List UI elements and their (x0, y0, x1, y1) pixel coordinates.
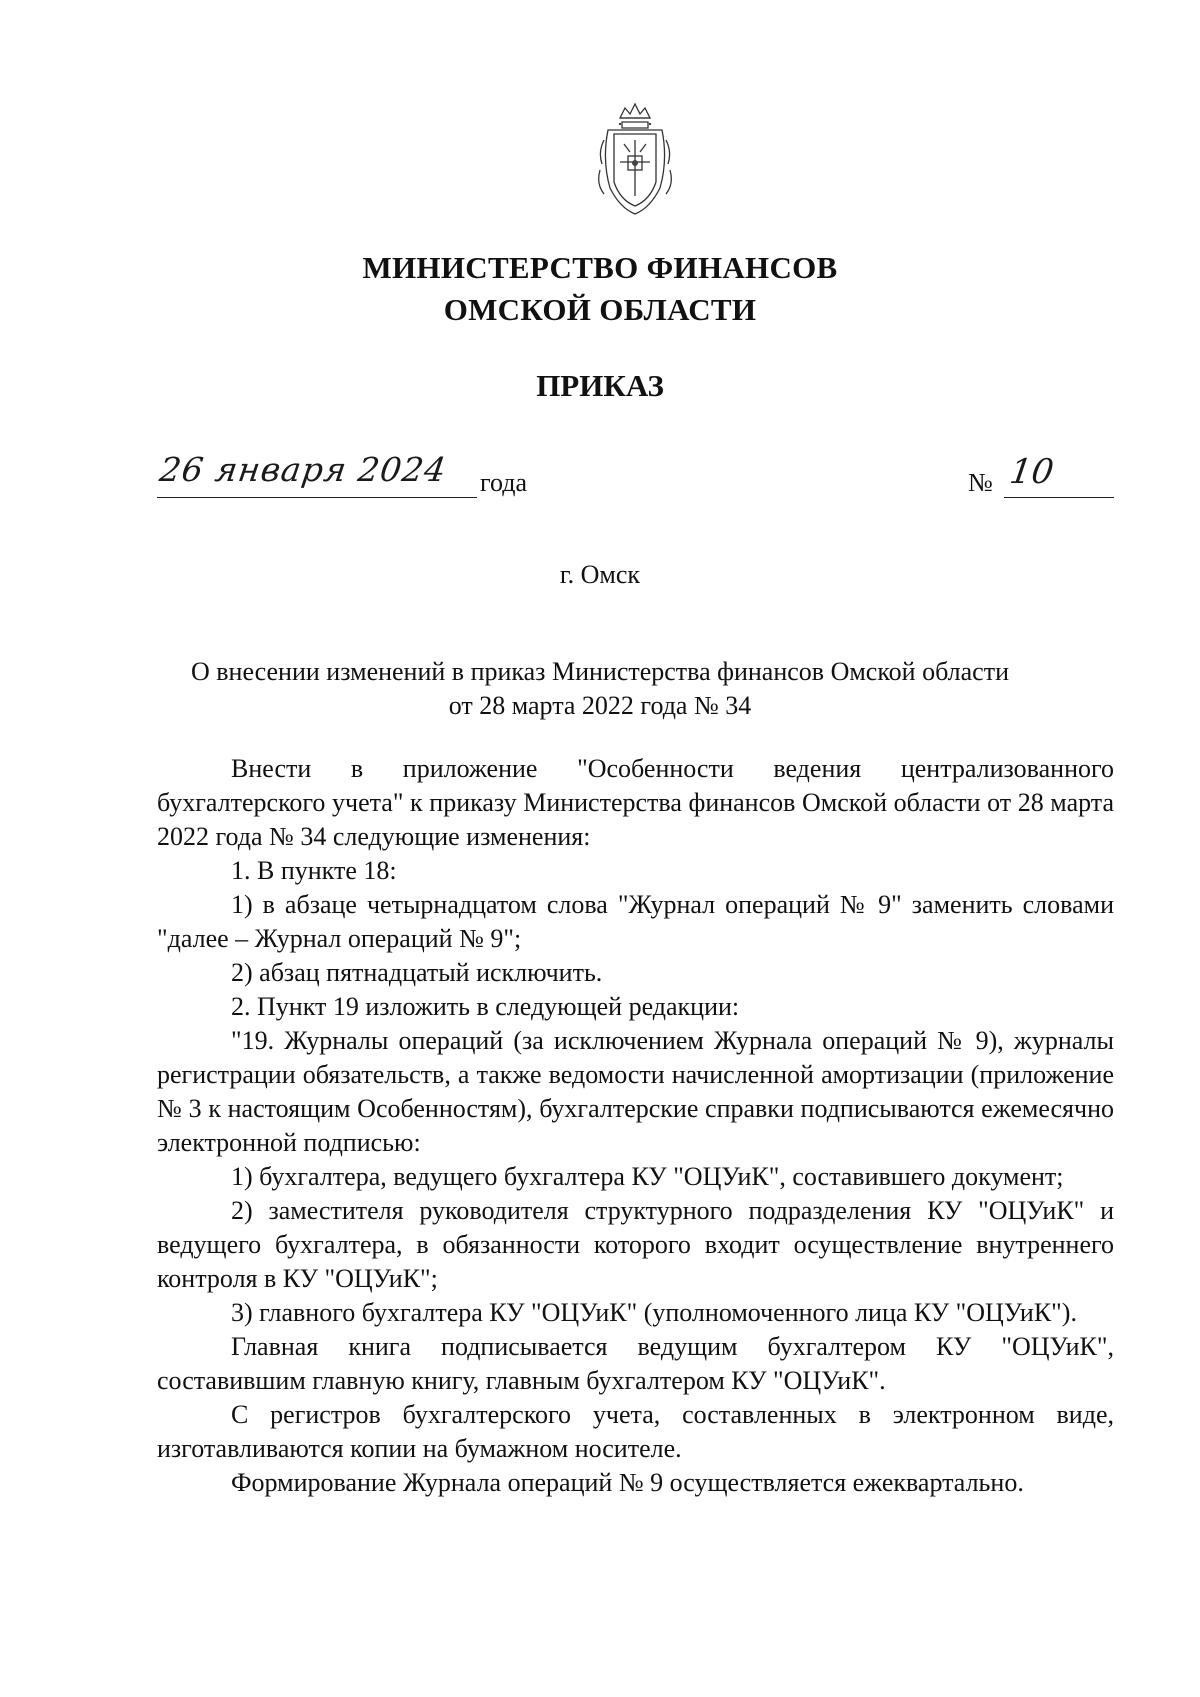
paragraph: С регистров бухгалтерского учета, составленных в электронном виде, изготавливаются копии на бумажном носителе. (157, 1400, 1114, 1463)
ministry-name-line1: МИНИСТЕРСТВО ФИНАНСОВ (362, 250, 838, 285)
paragraph: 2. Пункт 19 изложить в следующей редакции: (231, 992, 740, 1021)
number-label: № (968, 468, 993, 497)
paragraph: Формирование Журнала операций № 9 осуществляется ежеквартально. (231, 1468, 1024, 1497)
paragraph: 3) главного бухгалтера КУ "ОЦУиК" (уполномоченного лица КУ "ОЦУиК"). (231, 1298, 1077, 1327)
paragraph: 2) абзац пятнадцатый исключить. (231, 958, 603, 987)
ministry-name-line2: ОМСКОЙ ОБЛАСТИ (443, 292, 757, 327)
paragraph: Главная книга подписывается ведущим бухгалтером КУ "ОЦУиК", составившим главную книгу, главным бухгалтером КУ "ОЦУиК". (157, 1332, 1114, 1395)
paragraph: "19. Журналы операций (за исключением Журнала операций № 9), журналы регистрации обязательств, а также ведомости начисленной амортизации (приложение № 3 к настоящим Особенностям), бухгалтерские справки подписываются ежемесячно электронной подписью: (157, 1026, 1114, 1157)
coat-of-arms-icon (590, 100, 680, 220)
paragraph: 2) заместителя руководителя структурного подразделения КУ "ОЦУиК" и ведущего бухгалтера, в обязанности которого входит осуществление внутреннего контроля в КУ "ОЦУиК"; (157, 1196, 1114, 1293)
date-suffix: года (480, 468, 528, 497)
order-title-line1: О внесении изменений в приказ Министерства финансов Омской области (191, 657, 1009, 686)
handwritten-date: 26 января 2024 (157, 450, 450, 489)
order-title-line2: от 28 марта 2022 года № 34 (448, 691, 752, 720)
order-title (0, 655, 1200, 723)
city: г. Омск (559, 560, 641, 589)
order-body (157, 752, 1114, 1500)
handwritten-number: 10 (1007, 452, 1057, 492)
paragraph: 1) бухгалтера, ведущего бухгалтера КУ "ОЦУиК", составившего документ; (231, 1162, 1064, 1191)
paragraph: Внести в приложение "Особенности ведения централизованного бухгалтерского учета" к приказу Министерства финансов Омской области от 28 марта 2022 года № 34 следующие изменения: (157, 754, 1114, 851)
paragraph: 1) в абзаце четырнадцатом слова "Журнал операций № 9" заменить словами "далее – Журнал операций № 9"; (157, 890, 1114, 953)
paragraph: 1. В пункте 18: (231, 856, 397, 885)
document-type: ПРИКАЗ (536, 368, 664, 403)
